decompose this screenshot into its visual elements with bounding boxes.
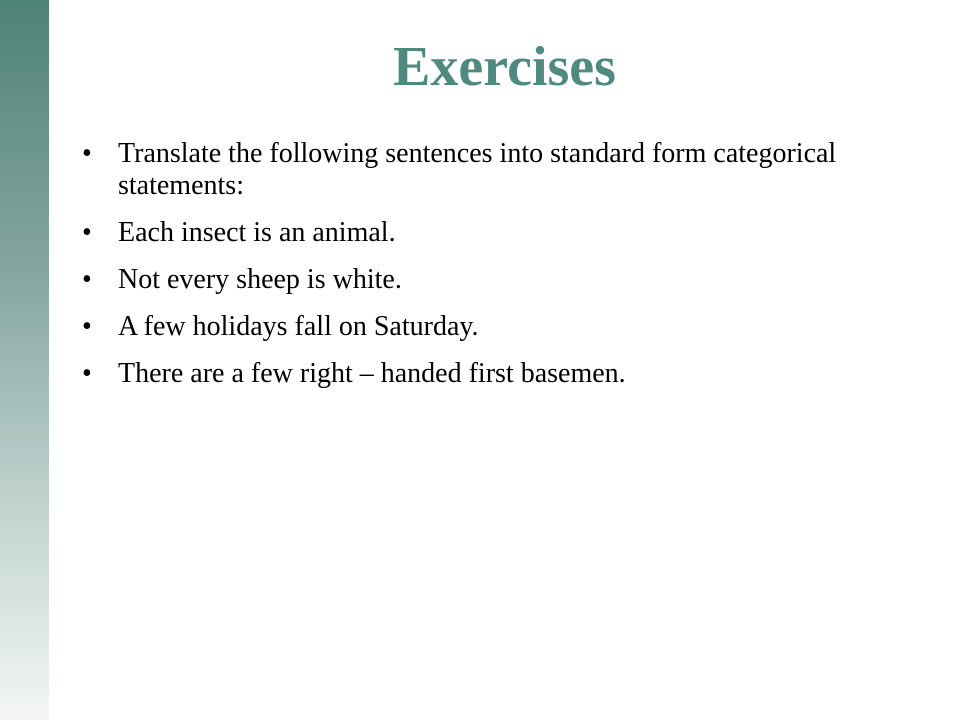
bullet-item	[82, 311, 892, 343]
slide-title: Exercises	[393, 36, 616, 98]
bullet-text: Translate the following sentences into standard form categorical statements:	[118, 138, 837, 201]
bullet-list	[82, 138, 892, 405]
bullet-icon: •	[82, 217, 92, 248]
bullet-item	[82, 358, 892, 390]
bullet-text: Not every sheep is white.	[118, 264, 402, 295]
bullet-icon: •	[82, 138, 92, 169]
bullet-item	[82, 138, 892, 202]
bullet-item	[82, 264, 892, 296]
gradient-sidebar	[0, 0, 49, 720]
bullet-text: There are a few right – handed first basemen.	[118, 358, 626, 389]
bullet-item	[82, 217, 892, 249]
bullet-icon: •	[82, 311, 92, 342]
bullet-icon: •	[82, 358, 92, 389]
bullet-text: Each insect is an animal.	[118, 217, 396, 248]
bullet-text: A few holidays fall on Saturday.	[118, 311, 479, 342]
bullet-icon: •	[82, 264, 92, 295]
